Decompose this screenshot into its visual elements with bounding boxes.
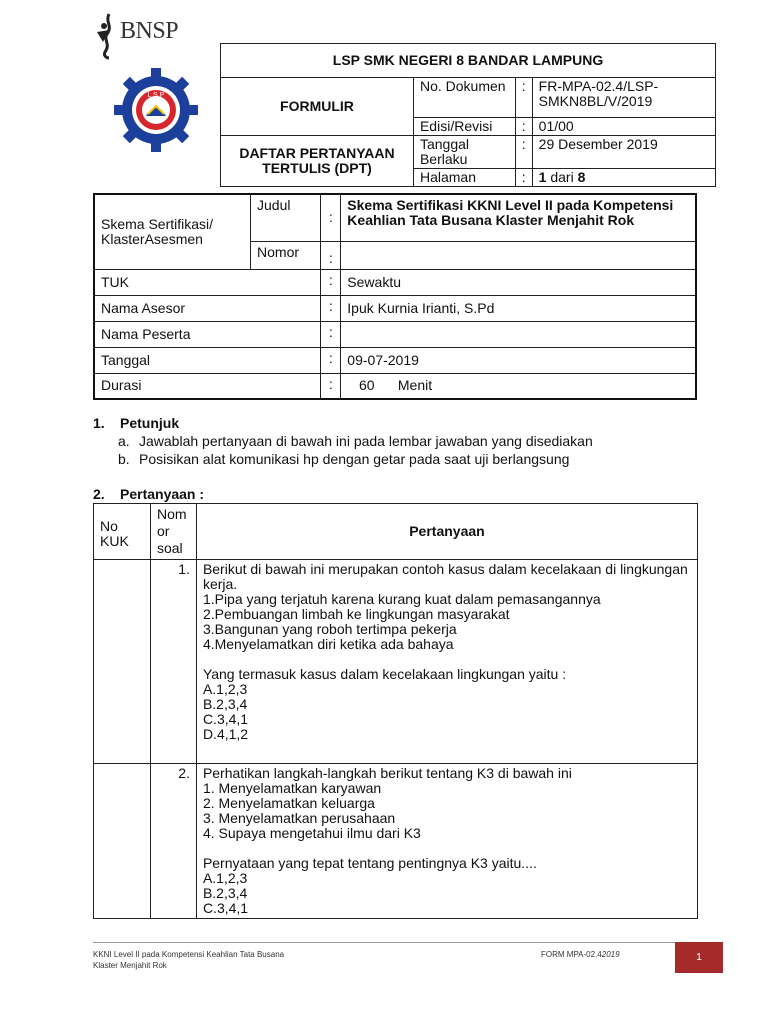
instruction-text: Posisikan alat komunikasi hp dengan getar pada saat uji berlangsung (139, 451, 570, 467)
judul-value: Skema Sertifikasi KKNI Level II pada Kompetensi Keahlian Tata Busana Klaster Menjahit Rok (341, 194, 696, 241)
nomor-value (341, 241, 696, 269)
instructions-number: 1. (93, 415, 105, 431)
colon: : (515, 136, 532, 169)
colon: : (321, 373, 341, 399)
question-kuk (94, 764, 151, 919)
colon: : (321, 241, 341, 269)
colon: : (515, 78, 532, 118)
assessor-value: Ipuk Kurnia Irianti, S.Pd (341, 295, 696, 321)
date-value: 09-07-2019 (341, 347, 696, 373)
questions-number: 2. (93, 486, 105, 502)
duration-value: 60 Menit (341, 373, 696, 399)
bnsp-wordmark: BNSP (120, 18, 179, 44)
question-text: Berikut di bawah ini merupakan contoh kasus dalam kecelakaan di lingkungan kerja. 1.Pipa yang terjatuh karena kurang kuat dalam pemasangannya 2.Pembuangan limbah ke lingkungan masyarakat 3.Bangunan yang roboh tertimpa pekerja 4.Menyelamatkan diri ketika ada bahaya Yang termasuk kasus dalam kecelakaan lingkungan yaitu : A.1,2,3 B.2,3,4 C.3,4,1 D.4,1,2 (196, 560, 697, 764)
edition-label: Edisi/Revisi (413, 118, 515, 136)
question-row (94, 764, 698, 919)
instruction-text: Jawablah pertanyaan di bawah ini pada lembar jawaban yang disediakan (139, 433, 593, 449)
question-row (94, 560, 698, 764)
question-number: 2. (150, 764, 196, 919)
colon: : (321, 321, 341, 347)
duration-label: Durasi (94, 373, 321, 399)
doc-number-value: FR-MPA-02.4/LSP-SMKN8BL/V/2019 (532, 78, 715, 118)
header-kuk: No KUK (94, 504, 151, 560)
participant-value (341, 321, 696, 347)
footer-divider (93, 942, 723, 943)
participant-label: Nama Peserta (94, 321, 321, 347)
nomor-label: Nomor (251, 241, 321, 269)
questions-table (93, 503, 698, 919)
lsp-emblem (112, 66, 200, 154)
colon: : (321, 269, 341, 295)
question-text: Perhatikan langkah-langkah berikut tentang K3 di bawah ini 1. Menyelamatkan karyawan 2. Menyelamatkan keluarga 3. Menyelamatkan perusahaan 4. Supaya mengetahui ilmu dari K3 Pernyataan yang tepat tentang pentingnya K3 yaitu.... A.1,2,3 B.2,3,4 C.3,4,1 (196, 764, 697, 919)
doc-number-label: No. Dokumen (413, 78, 515, 118)
page-number-badge: 1 (675, 942, 723, 973)
doc-title: DAFTAR PERTANYAAN TERTULIS (DPT) (221, 136, 414, 187)
assessor-label: Nama Asesor (94, 295, 321, 321)
footer-scheme-line1: KKNI Level II pada Kompetensi Keahlian Tata Busana (93, 950, 285, 959)
tuk-label: TUK (94, 269, 321, 295)
question-kuk (94, 560, 151, 764)
colon: : (515, 169, 532, 187)
colon: : (321, 295, 341, 321)
footer-form-code: FORM MPA-02.42019 (541, 950, 620, 959)
instruction-marker: a. (118, 433, 130, 449)
page-value: 1 dari 8 (532, 169, 715, 187)
document-header-table (220, 43, 716, 187)
question-number: 1. (150, 560, 196, 764)
scheme-info-table (93, 193, 697, 400)
colon: : (321, 194, 341, 241)
instruction-marker: b. (118, 451, 130, 467)
footer-scheme-line2: Klaster Menjahit Rok (93, 961, 167, 970)
date-label: Tanggal (94, 347, 321, 373)
scheme-label: Skema Sertifikasi/ KlasterAsesmen (94, 194, 251, 269)
header-nomor: Nom or soal (150, 504, 196, 560)
colon: : (515, 118, 532, 136)
judul-label: Judul (251, 194, 321, 241)
page-label: Halaman (413, 169, 515, 187)
effective-date-label: Tanggal Berlaku (413, 136, 515, 169)
emblem-lettering: L S P (147, 92, 165, 99)
questions-title: Pertanyaan : (120, 486, 205, 502)
instructions-title: Petunjuk (120, 415, 180, 431)
org-title: LSP SMK NEGERI 8 BANDAR LAMPUNG (221, 44, 716, 78)
header-pertanyaan: Pertanyaan (196, 504, 697, 560)
tuk-value: Sewaktu (341, 269, 696, 295)
edition-value: 01/00 (532, 118, 715, 136)
colon: : (321, 347, 341, 373)
formulir-label: FORMULIR (221, 78, 414, 136)
effective-date-value: 29 Desember 2019 (532, 136, 715, 169)
